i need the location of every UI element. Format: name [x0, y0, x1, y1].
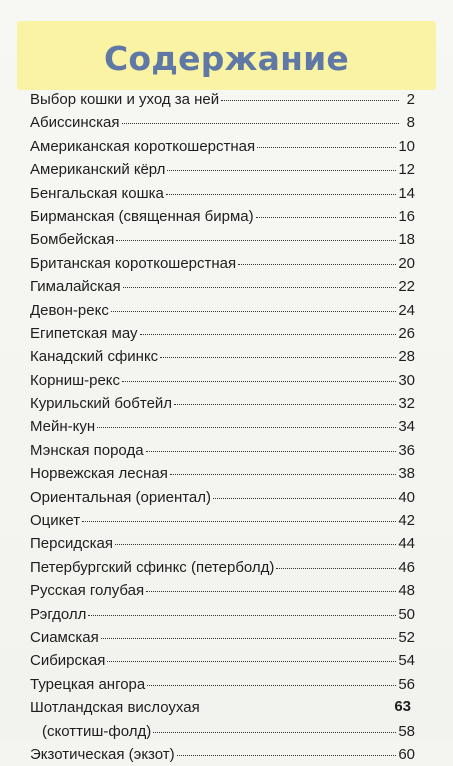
- toc-entry: [30, 439, 415, 462]
- toc-entry: [30, 626, 415, 649]
- toc-dot-leader: [107, 661, 396, 662]
- toc-entry-page: 10: [398, 137, 415, 155]
- toc-dot-leader: [123, 287, 397, 288]
- toc-entry-title: Русская голубая: [30, 582, 145, 600]
- toc-entry-page: 56: [398, 675, 415, 693]
- toc-entry-page: 16: [398, 207, 415, 225]
- toc-entry-page: 22: [398, 278, 415, 296]
- toc-entry-title: Гималайская: [30, 278, 121, 296]
- toc-dot-leader: [238, 264, 396, 265]
- toc-entry-page: 58: [398, 722, 415, 740]
- toc-entry: [30, 556, 415, 579]
- toc-entry-page: 40: [398, 488, 415, 506]
- toc-entry: [30, 579, 415, 602]
- toc-entry-title: Британская короткошерстная: [30, 254, 237, 272]
- toc-entry: [30, 158, 415, 181]
- toc-entry: [30, 486, 415, 509]
- toc-entry-page: 34: [398, 418, 415, 436]
- toc-entry-line2: [30, 720, 415, 743]
- toc-entry-title: Бирманская (священная бирма): [30, 207, 254, 225]
- toc-entry: [30, 696, 415, 743]
- toc-dot-leader: [174, 404, 396, 405]
- toc-entry: [30, 205, 415, 228]
- toc-entry: [30, 532, 415, 555]
- toc-entry-title: Сибирская: [30, 652, 106, 670]
- toc-dot-leader: [140, 334, 397, 335]
- toc-entry-title: Петербургский сфинкс (петерболд): [30, 558, 275, 576]
- toc-entry-page: 42: [398, 512, 415, 530]
- toc-dot-leader: [167, 170, 396, 171]
- toc-entry: [30, 322, 415, 345]
- toc-entry-title: Норвежская лесная: [30, 465, 168, 483]
- toc-entry-page: 36: [398, 441, 415, 459]
- toc-entry: [30, 299, 415, 322]
- toc-entry-title: Сиамская: [30, 628, 99, 646]
- toc-entry: [30, 603, 415, 626]
- toc-entry: [30, 135, 415, 158]
- toc-entry-title: Курильский бобтейл: [30, 395, 173, 413]
- toc-entry: [30, 182, 415, 205]
- toc-dot-leader: [276, 568, 396, 569]
- toc-entry-title: Бомбейская: [30, 231, 115, 249]
- toc-dot-leader: [146, 591, 396, 592]
- toc-entry-page: 30: [398, 371, 415, 389]
- toc-dot-leader: [116, 240, 396, 241]
- toc-entry: [30, 252, 415, 275]
- toc-entry-title: Египетская мау: [30, 324, 138, 342]
- toc-entry-title: Бенгальская кошка: [30, 184, 164, 202]
- toc-dot-leader: [111, 311, 396, 312]
- toc-entry-title: Рэгдолл: [30, 605, 87, 623]
- toc-dot-leader: [115, 544, 396, 545]
- page-number: 63: [394, 698, 411, 715]
- toc-entry-title: Канадский сфинкс: [30, 348, 159, 366]
- toc-entry-page: 8: [406, 114, 415, 132]
- toc-entry-page: 44: [398, 535, 415, 553]
- toc-dot-leader: [256, 217, 397, 218]
- toc-entry-page: 38: [398, 465, 415, 483]
- toc-entry-title: Оцикет: [30, 512, 81, 530]
- table-of-contents: [30, 88, 415, 766]
- toc-entry-page: 20: [398, 254, 415, 272]
- toc-dot-leader: [122, 381, 396, 382]
- toc-entry-title: Персидская: [30, 535, 113, 553]
- toc-entry-title: Мейн-кун: [30, 418, 96, 436]
- toc-entry-page: 52: [398, 628, 415, 646]
- toc-entry: [30, 462, 415, 485]
- toc-entry-page: 24: [398, 301, 415, 319]
- toc-dot-leader: [82, 521, 396, 522]
- toc-entry: [30, 88, 415, 111]
- toc-entry-page: 14: [398, 184, 415, 202]
- toc-entry-title: Экзотическая (экзот): [30, 745, 175, 763]
- toc-dot-leader: [101, 638, 397, 639]
- toc-entry-page: 26: [398, 324, 415, 342]
- toc-dot-leader: [147, 685, 396, 686]
- page-title: Содержание: [104, 39, 349, 78]
- toc-entry-title: Турецкая ангора: [30, 675, 146, 693]
- toc-dot-leader: [177, 755, 397, 756]
- toc-entry: [30, 392, 415, 415]
- toc-entry: [30, 649, 415, 672]
- toc-entry-title: Девон-рекс: [30, 301, 109, 319]
- toc-entry: [30, 345, 415, 368]
- toc-entry-title-line1: Шотландская вислоухая: [30, 699, 200, 717]
- toc-dot-leader: [170, 474, 396, 475]
- toc-entry: [30, 111, 415, 134]
- toc-entry-page: 2: [406, 91, 415, 108]
- toc-entry-title: Американский кёрл: [30, 161, 166, 179]
- toc-entry: [30, 673, 415, 696]
- toc-dot-leader: [146, 451, 397, 452]
- toc-dot-leader: [257, 147, 396, 148]
- toc-entry: [30, 228, 415, 251]
- toc-entry: [30, 369, 415, 392]
- toc-entry-page: 48: [398, 582, 415, 600]
- toc-entry-title: Мэнская порода: [30, 441, 144, 459]
- toc-dot-leader: [122, 123, 400, 124]
- toc-dot-leader: [97, 427, 396, 428]
- toc-entry-title: Корниш-рекс: [30, 371, 121, 389]
- toc-entry-page: 46: [398, 558, 415, 576]
- toc-entry-page: 28: [398, 348, 415, 366]
- toc-entry-page: 60: [398, 745, 415, 763]
- toc-entry-title: Выбор кошки и уход за ней: [30, 91, 220, 108]
- toc-entry-title: Американская короткошерстная: [30, 137, 256, 155]
- toc-entry-title: Ориентальная (ориентал): [30, 488, 212, 506]
- toc-dot-leader: [153, 732, 396, 733]
- toc-entry: [30, 275, 415, 298]
- toc-dot-leader: [221, 100, 399, 101]
- toc-entry-page: 12: [398, 161, 415, 179]
- toc-entry: [30, 743, 415, 766]
- toc-entry: [30, 415, 415, 438]
- toc-dot-leader: [160, 357, 396, 358]
- toc-entry: [30, 509, 415, 532]
- toc-entry-title: (скоттиш-фолд): [42, 722, 152, 740]
- toc-dot-leader: [213, 498, 396, 499]
- toc-entry-page: 50: [398, 605, 415, 623]
- toc-entry-title: Абиссинская: [30, 114, 120, 132]
- toc-entry-page: 32: [398, 395, 415, 413]
- toc-dot-leader: [88, 615, 396, 616]
- toc-entry-page: 54: [398, 652, 415, 670]
- toc-dot-leader: [166, 194, 396, 195]
- toc-entry-page: 18: [398, 231, 415, 249]
